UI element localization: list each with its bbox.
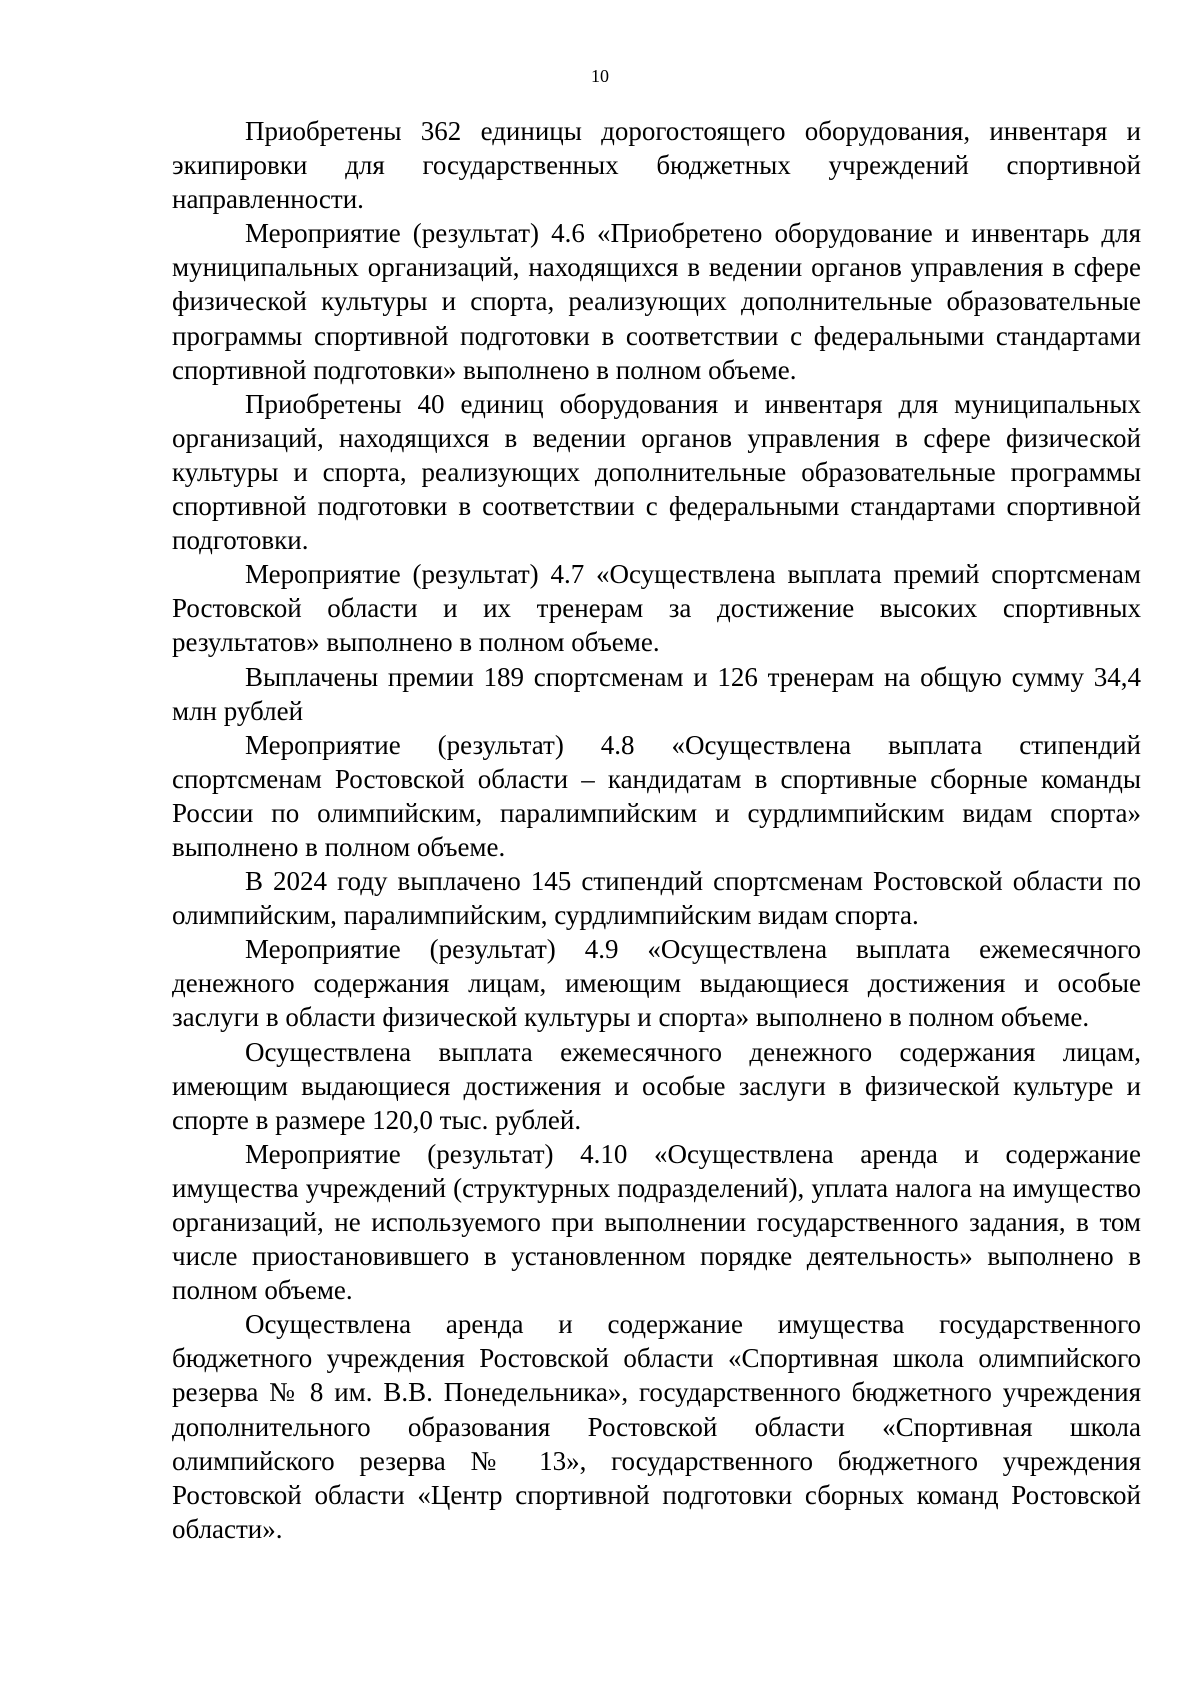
paragraph-measure-4-8: Мероприятие (результат) 4.8 «Осуществлена выплата стипендий спортсменам Ростовской области – кандидатам в спортивные сборные команды России по олимпийским, паралимпийским и сурдлимпийским видам спорта» выполнено в полном объеме. [172, 729, 1141, 862]
paragraph-municipal-equipment: Приобретены 40 единиц оборудования и инвентаря для муниципальных организаций, находящихся в ведении органов управления в сфере физической культуры и спорта, реализующих дополнительные образовательные программы спортивной подготовки в соответствии с федеральными стандартами спортивной подготовки. [172, 388, 1141, 556]
paragraph-bonuses-paid: Выплачены премии 189 спортсменам и 126 тренерам на общую сумму 34,4 млн рублей [172, 661, 1141, 726]
paragraph-measure-4-9: Мероприятие (результат) 4.9 «Осуществлена выплата ежемесячного денежного содержания лицам, имеющим выдающиеся достижения и особые заслуги в области физической культуры и спорта» выполнено в полном объеме. [172, 934, 1141, 1033]
paragraph-measure-4-10: Мероприятие (результат) 4.10 «Осуществлена аренда и содержание имущества учреждений (структурных подразделений), уплата налога на имущество организаций, не используемого при выполнении государственного задания, в том числе приостановившего в установленном порядке деятельность» выполнено в полном объеме. [172, 1138, 1141, 1306]
paragraph-measure-4-6: Мероприятие (результат) 4.6 «Приобретено оборудование и инвентарь для муниципальных организаций, находящихся в ведении органов управления в сфере физической культуры и спорта, реализующих дополнительные образовательные программы спортивной подготовки в соответствии с федеральными стандартами спортивной подготовки» выполнено в полном объеме. [172, 218, 1141, 385]
paragraph-equipment-purchased: Приобретены 362 единицы дорогостоящего оборудования, инвентаря и экипировки для государственных бюджетных учреждений спортивной направленности. [172, 116, 1141, 215]
paragraph-property-lease: Осуществлена аренда и содержание имущества государственного бюджетного учреждения Ростовской области «Спортивная школа олимпийского резерва № 8 им. В.В. Понедельника», государственного бюджетного учреждения дополнительного образования Ростовской области «Спортивная школа олимпийского резерва № 13», государственного бюджетного учреждения Ростовской области «Центр спортивной подготовки сборных команд Ростовской области». [172, 1309, 1141, 1544]
paragraph-scholarships-2024: В 2024 году выплачено 145 стипендий спортсменам Ростовской области по олимпийским, паралимпийским, сурдлимпийским видам спорта. [172, 866, 1141, 931]
paragraph-monthly-payment: Осуществлена выплата ежемесячного денежного содержания лицам, имеющим выдающиеся достижения и особые заслуги в физической культуре и спорте в размере 120,0 тыс. рублей. [172, 1036, 1141, 1135]
page-number: 10 [591, 66, 609, 86]
paragraph-measure-4-7: Мероприятие (результат) 4.7 «Осуществлена выплата премий спортсменам Ростовской области и их тренерам за достижение высоких спортивных результатов» выполнено в полном объеме. [172, 559, 1141, 658]
body-text [172, 114, 1141, 1546]
